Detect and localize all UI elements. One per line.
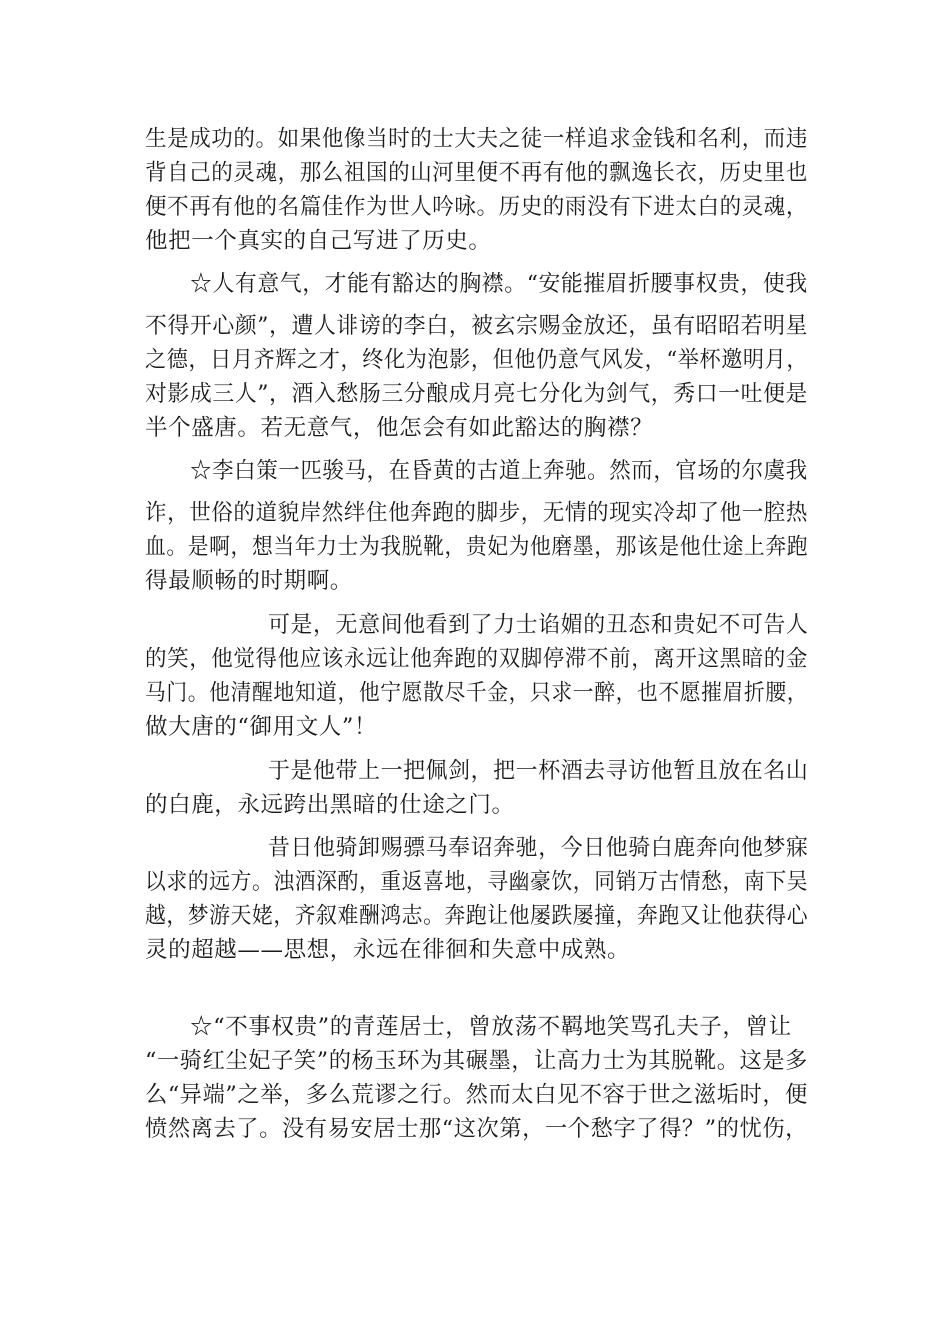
text-line: 他把一个真实的自己写进了历史。 xyxy=(145,228,492,254)
text-line: 愤然离去了。没有易安居士那“这次第，一个愁字了得？”的忧伤， xyxy=(145,1116,809,1142)
text-line: ☆人有意气，才能有豁达的胸襟。“安能摧眉折腰事权贵，使我 xyxy=(190,271,808,297)
text-line: 生是成功的。如果他像当时的士大夫之徒一样追求金钱和名利，而违 xyxy=(145,126,809,152)
text-line: 对影成三人”，酒入愁肠三分酿成月亮七分化为剑气，秀口一吐便是 xyxy=(145,381,809,407)
text-line: 灵的超越——思想，永远在徘徊和失意中成熟。 xyxy=(145,937,631,963)
text-line: 于是他带上一把佩剑，把一杯酒去寻访他暂且放在名山 xyxy=(268,758,809,784)
text-line: 以求的远方。浊酒深酌，重返喜地，寻幽豪饮，同销万古情愁，南下吴 xyxy=(145,869,809,895)
text-line: 不得开心颜”，遭人诽谤的李白，被玄宗赐金放还，虽有昭昭若明星 xyxy=(145,313,809,339)
text-line: 之德，日月齐辉之才，终化为泡影，但他仍意气风发，“举杯邀明月， xyxy=(145,347,809,373)
text-line: 血。是啊，想当年力士为我脱靴，贵妃为他磨墨，那该是他仕途上奔跑 xyxy=(145,534,809,560)
text-line: 越，梦游天姥，齐叙难酬鸿志。奔跑让他屡跌屡撞，奔跑又让他获得心 xyxy=(145,903,809,929)
text-line: 马门。他清醒地知道，他宁愿散尽千金，只求一醉，也不愿摧眉折腰， xyxy=(145,680,809,706)
text-line: 得最顺畅的时期啊。 xyxy=(145,568,353,594)
text-line: 昔日他骑卸赐骠马奉诏奔驰，今日他骑白鹿奔向他梦寐 xyxy=(268,835,809,861)
text-line: 么“异端”之举，多么荒谬之行。然而太白见不容于世之滋垢时，便 xyxy=(145,1082,809,1108)
text-line: 诈，世俗的道貌岸然绊住他奔跑的脚步，无情的现实冷却了他一腔热 xyxy=(145,500,809,526)
text-line: 的笑，他觉得他应该永远让他奔跑的双脚停滞不前，离开这黑暗的金 xyxy=(145,646,809,672)
text-line: ☆“不事权贵”的青莲居士，曾放荡不羁地笑骂孔夫子，曾让 xyxy=(190,1014,792,1040)
text-line: 做大唐的“御用文人”！ xyxy=(145,714,378,740)
text-line: 半个盛唐。若无意气，他怎会有如此豁达的胸襟？ xyxy=(145,415,654,441)
text-line: 背自己的灵魂，那么祖国的山河里便不再有他的飘逸长衣，历史里也 xyxy=(145,160,809,186)
text-line: 的白鹿，永远跨出黑暗的仕途之门。 xyxy=(145,792,515,818)
text-line: ☆李白策一匹骏马，在昏黄的古道上奔驰。然而，官场的尔虞我 xyxy=(190,458,808,484)
text-line: “一骑红尘妃子笑”的杨玉环为其碾墨，让高力士为其脱靴。这是多 xyxy=(145,1048,809,1074)
text-line: 可是，无意间他看到了力士谄媚的丑态和贵妃不可告人 xyxy=(268,612,809,638)
text-line: 便不再有他的名篇佳作为世人吟咏。历史的雨没有下进太白的灵魂， xyxy=(145,194,809,220)
